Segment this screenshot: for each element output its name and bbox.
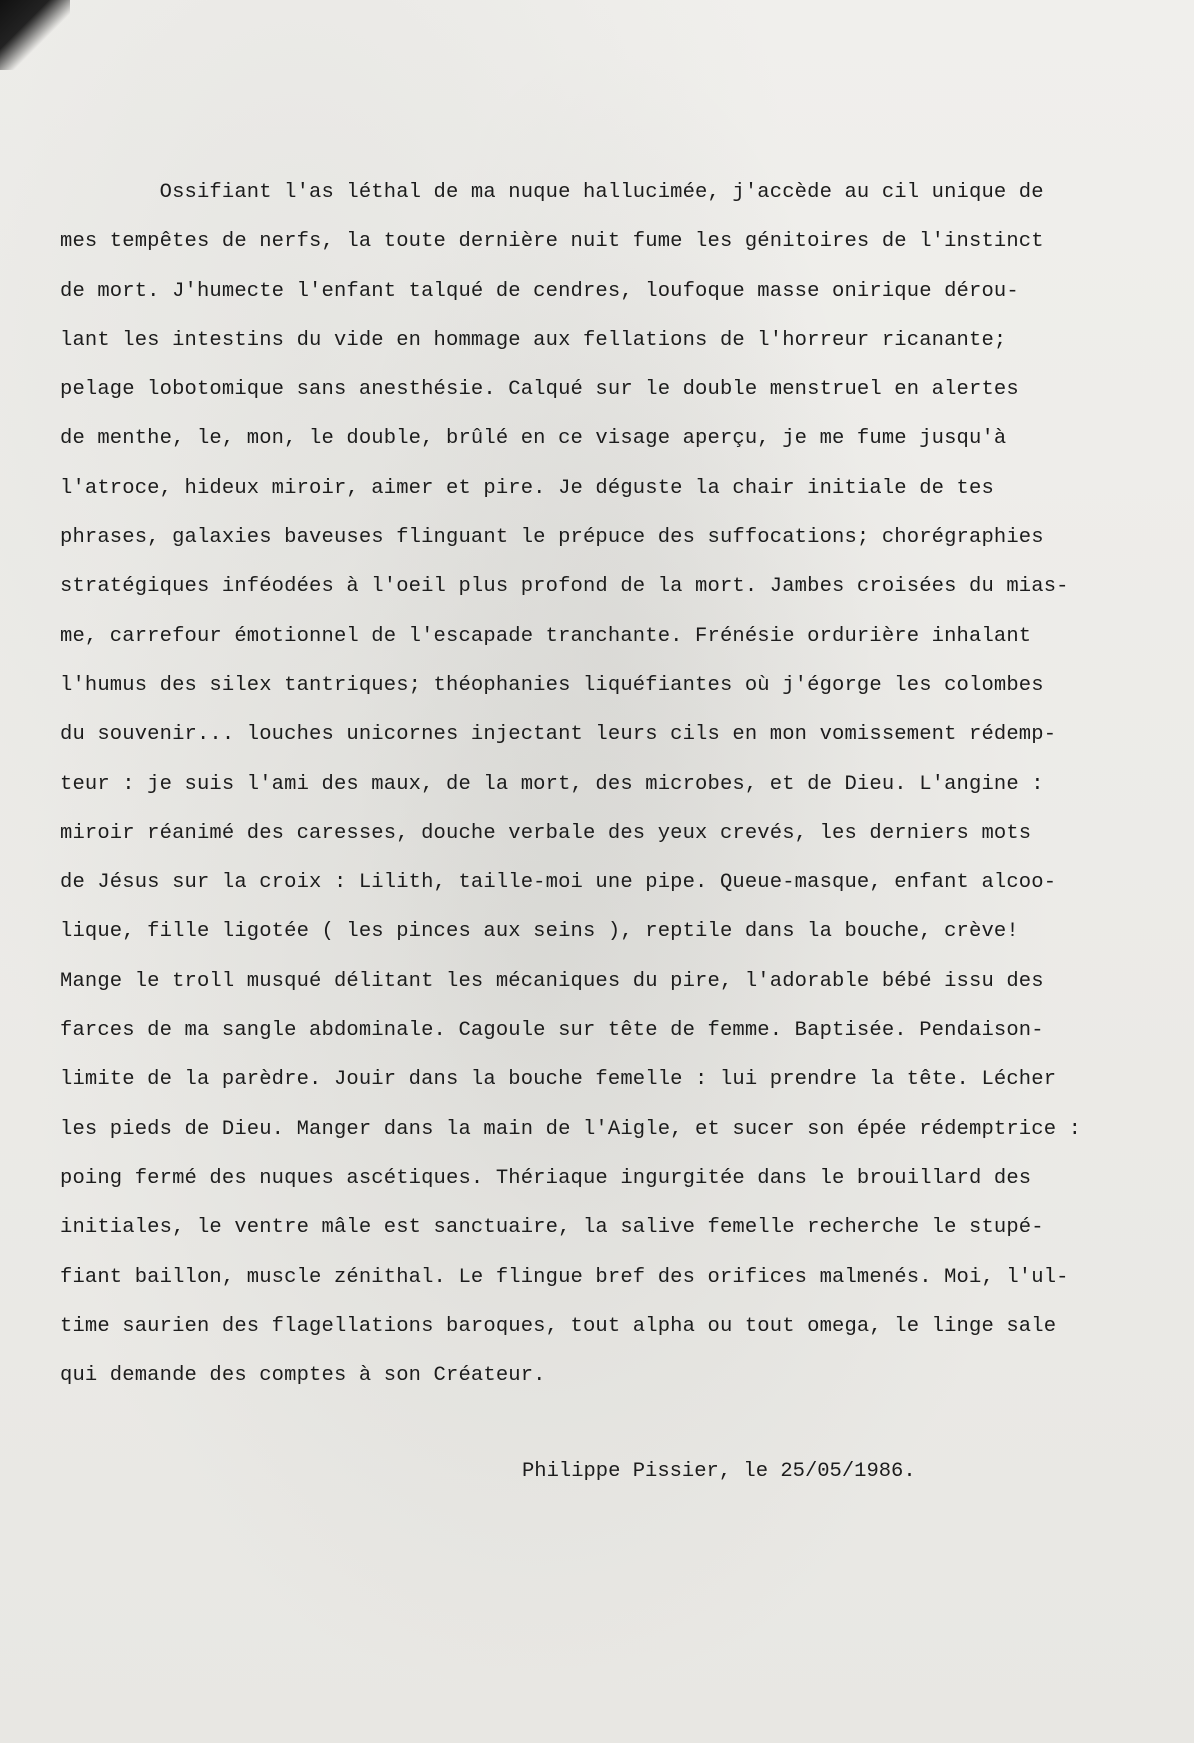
text-line: lique, fille ligotée ( les pinces aux seins ), reptile dans la bouche, crève! [60,920,1019,944]
text-line: mes tempêtes de nerfs, la toute dernière nuit fume les génitoires de l'instinct [60,230,1044,254]
text-line: miroir réanimé des caresses, douche verbale des yeux crevés, les derniers mots [60,821,1032,845]
text-line: initiales, le ventre mâle est sanctuaire, la salive femelle recherche le stupé- [60,1216,1044,1240]
text-line: pelage lobotomique sans anesthésie. Calqué sur le double menstruel en alertes [60,378,1019,402]
text-line: poing fermé des nuques ascétiques. Thériaque ingurgitée dans le brouillard des [60,1166,1032,1190]
text-line: limite de la parèdre. Jouir dans la bouche femelle : lui prendre la tête. Lécher [60,1068,1057,1092]
text-line: de Jésus sur la croix : Lilith, taille-moi une pipe. Queue-masque, enfant alcoo- [60,871,1057,895]
text-line: l'humus des silex tantriques; théophanies liquéfiantes où j'égorge les colombes [60,673,1044,697]
signature-line: Philippe Pissier, le 25/05/1986. [522,1460,916,1483]
text-line: stratégiques inféodées à l'oeil plus profond de la mort. Jambes croisées du mias- [60,575,1069,599]
text-line: de menthe, le, mon, le double, brûlé en ce visage aperçu, je me fume jusqu'à [60,427,1007,451]
text-line: de mort. J'humecte l'enfant talqué de cendres, loufoque masse onirique dérou- [60,279,1019,303]
typewritten-text [60,168,1130,1400]
text-line: phrases, galaxies baveuses flinguant le prépuce des suffocations; chorégraphies [60,526,1044,550]
text-line: les pieds de Dieu. Manger dans la main de l'Aigle, et sucer son épée rédemptrice : [60,1117,1082,1141]
text-line: time saurien des flagellations baroques, tout alpha ou tout omega, le linge sale [60,1314,1057,1338]
text-line: fiant baillon, muscle zénithal. Le flingue bref des orifices malmenés. Moi, l'ul- [60,1265,1069,1289]
text-line: Mange le troll musqué délitant les mécaniques du pire, l'adorable bébé issu des [60,969,1044,993]
text-line: du souvenir... louches unicornes injectant leurs cils en mon vomissement rédemp- [60,723,1057,747]
text-line: me, carrefour émotionnel de l'escapade tranchante. Frénésie ordurière inhalant [60,624,1032,648]
torn-corner [0,0,70,70]
text-line: l'atroce, hideux miroir, aimer et pire. Je déguste la chair initiale de tes [60,476,994,500]
text-line: Ossifiant l'as léthal de ma nuque hallucimée, j'accède au cil unique de [60,181,1044,204]
text-line: lant les intestins du vide en hommage aux fellations de l'horreur ricanante; [60,328,1007,352]
text-line: farces de ma sangle abdominale. Cagoule sur tête de femme. Baptisée. Pendaison- [60,1019,1044,1043]
text-line: qui demande des comptes à son Créateur. [60,1364,546,1388]
text-line: teur : je suis l'ami des maux, de la mort, des microbes, et de Dieu. L'angine : [60,772,1044,796]
